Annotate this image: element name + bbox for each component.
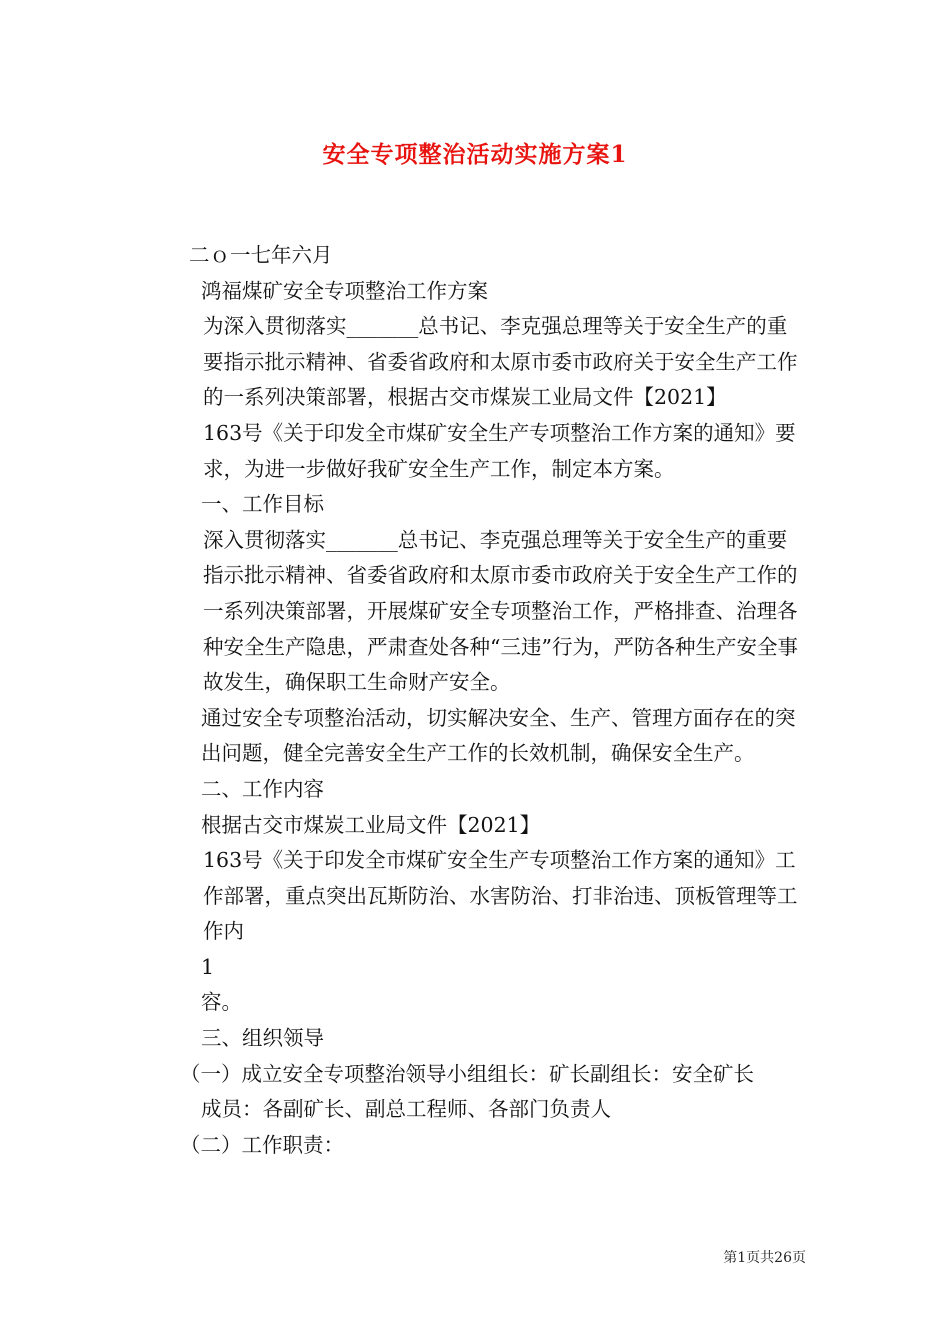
subtitle-line: 鸿福煤矿安全专项整治工作方案 bbox=[201, 278, 488, 303]
document-body bbox=[145, 238, 807, 1163]
section-heading: 二、工作内容 bbox=[201, 776, 324, 801]
paragraph: 根据古交市煤炭工业局文件【2021】 bbox=[201, 812, 541, 837]
inline-number: 1 bbox=[201, 954, 215, 979]
paragraph: 163号《关于印发全市煤矿安全生产专项整治工作方案的通知》工作部署，重点突出瓦斯防治、水害防治、打非治违、顶板管理等工作内 bbox=[203, 848, 798, 944]
paragraph: 163号《关于印发全市煤矿安全生产专项整治工作方案的通知》要求，为进一步做好我矿安全生产工作，制定本方案。 bbox=[203, 420, 796, 481]
section-heading: 一、工作目标 bbox=[201, 492, 324, 517]
document-title: 安全专项整治活动实施方案1 bbox=[322, 141, 628, 168]
page-number: 第1页共26页 bbox=[723, 1250, 806, 1266]
paragraph: 成员：各副矿长、副总工程师、各部门负责人 bbox=[201, 1097, 611, 1122]
section-heading: 三、组织领导 bbox=[201, 1026, 324, 1051]
paragraph: （二）工作职责： bbox=[180, 1132, 344, 1157]
paragraph: 通过安全专项整治活动，切实解决安全、生产、管理方面存在的突出问题，健全完善安全生产工作的长效机制，确保安全生产。 bbox=[201, 705, 796, 766]
paragraph: （一）成立安全专项整治领导小组组长：矿长副组长：安全矿长 bbox=[180, 1061, 754, 1086]
date-line: 二ｏ一七年六月 bbox=[189, 243, 333, 267]
paragraph: 容。 bbox=[201, 990, 242, 1015]
paragraph: 为深入贯彻落实_______总书记、李克强总理等关于安全生产的重要指示批示精神、省委省政府和太原市委市政府关于安全生产工作的一系列决策部署，根据古交市煤炭工业局文件【2021】 bbox=[203, 314, 798, 410]
paragraph: 深入贯彻落实_______总书记、李克强总理等关于安全生产的重要指示批示精神、省委省政府和太原市委市政府关于安全生产工作的一系列决策部署，开展煤矿安全专项整治工作，严格排查、治理各种安全生产隐患，严肃查处各种“三违”行为，严防各种生产安全事故发生，确保职工生命财产安全。 bbox=[203, 527, 798, 695]
